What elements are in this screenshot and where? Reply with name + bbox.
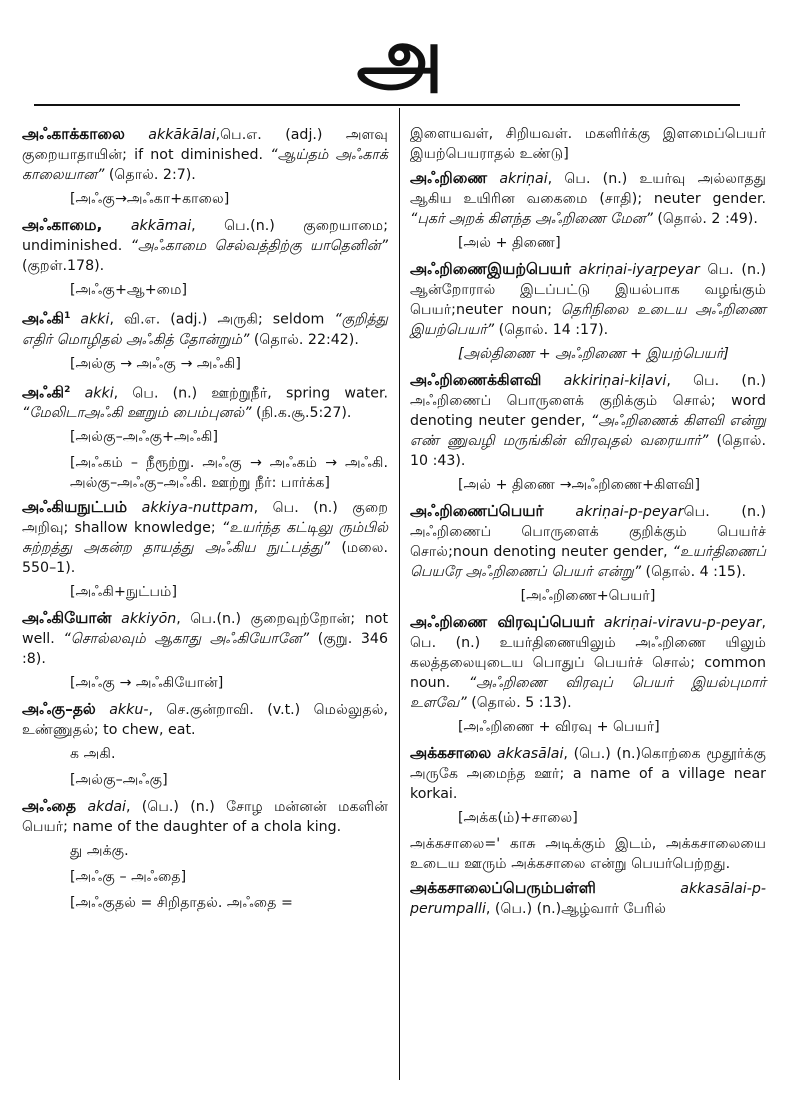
etymology: [அல் + திணை →அஃறிணை+கிளவி] <box>458 477 701 493</box>
header-rule <box>34 104 740 106</box>
part-of-speech: , பெ.(n.) <box>191 218 275 234</box>
quotation: “சொல்லவும் ஆகாது அஃகியோனே” <box>63 631 310 648</box>
section-letter: அ <box>356 12 444 102</box>
quotation: “குறித்து எதிர் மொழிதல் அஃகித் தோன்றும்” <box>22 311 388 348</box>
headword: அஃதை <box>22 797 77 816</box>
etymology: [அல்கு–அஃகு+அஃகி] <box>70 429 219 446</box>
etymology: [அஃகி+நுட்பம்] <box>70 584 178 601</box>
definition: அஃறிணைப் பொருளைக் குறிக்கும் சொல்; word denoting neuter gender, <box>410 393 766 429</box>
transliteration: akriṇai-p-peyar <box>575 504 684 520</box>
entry-akkasalai <box>410 743 766 804</box>
quotation: “அஃறிணைக் கிளவி என்று எண் ணுவழி மருங்கின் விரவுதல் வரையார்” <box>410 413 767 449</box>
part-of-speech: , பெ. (n.) <box>547 171 628 187</box>
column-divider <box>399 108 400 1080</box>
definition: மெல்லுதல், உண்ணுதல்; to chew, eat. <box>22 702 389 739</box>
definition: குறை அறிவு; shallow knowledge; <box>22 500 388 537</box>
transliteration: akku- <box>109 702 149 719</box>
entry-akki-2 <box>22 380 388 424</box>
reference: (தொல். 2:7). <box>104 167 196 183</box>
etymology-note: அக்கசாலை=' காசு அடிக்கும் இடம், அக்கசாலையை உடைய ஊரும் அக்கசாலை என்று பெயர்பெற்றது. <box>410 836 766 872</box>
headword: அஃகியநுட்பம் <box>22 498 128 517</box>
cross-reference: து அக்கு. <box>70 843 129 860</box>
transliteration: akkāmai <box>130 218 192 234</box>
etymology: [அஃகு+ஆ+மை] <box>70 282 188 298</box>
part-of-speech: , பெ. (n.) <box>253 500 338 517</box>
entry-akdai <box>22 796 388 837</box>
definition: ஆழ்வார் பேரில் <box>561 901 667 917</box>
definition: ஆன்றோரால் இடப்பட்டு இயல்பாக வழங்கும் பெயர்;neuter noun; <box>410 282 766 318</box>
transliteration: akkiya-nuttpam <box>141 500 254 517</box>
part-of-speech: , (பெ.) (n.) <box>563 746 641 762</box>
cross-reference: க அகி. <box>70 746 116 763</box>
headword: அக்கசாலைப்பெரும்பள்ளி <box>410 879 596 897</box>
part-of-speech: , பெ. (n.) <box>113 385 198 402</box>
etymology: [அஃறிணை+பெயர்] <box>520 588 656 604</box>
headword: அஃகாமை, <box>22 216 103 234</box>
etymology: [அஃகு → அஃகியோன்] <box>70 675 224 692</box>
etymology-note: [அஃகம் – நீரூற்று. அஃகு → அஃகம் → அஃகி. அல்கு–அஃகு–அஃகி. ஊற்று நீர்: பார்க்க] <box>70 455 388 492</box>
reference: (தொல். 4 :15). <box>641 564 746 580</box>
entry-akki-1 <box>22 306 388 350</box>
part-of-speech: பெ. (n.) <box>683 504 766 520</box>
definition: அளவு குறையாதாயின்; if not diminished. <box>22 127 388 163</box>
entry-akkakkalai <box>22 124 388 185</box>
reference: (தொல். 22:42). <box>249 331 359 348</box>
entry-akrinai <box>410 168 766 229</box>
headword: அஃகி <box>22 383 65 402</box>
entry-akkasalai-p-perumpalli <box>410 878 766 919</box>
headword: அக்கசாலை <box>410 744 492 762</box>
headword: அஃகாக்காலை <box>22 125 125 143</box>
quotation: “உயர்திணைப் பெயரே அஃறிணைப் பெயர் என்று” <box>410 544 766 580</box>
etymology: [அஃகு – அஃதை] <box>70 869 187 886</box>
reference: (தொல். 10 :43). <box>410 433 767 469</box>
reference: (தொல். 5 :13). <box>466 695 572 711</box>
definition: அருகி; seldom <box>207 311 335 328</box>
reference: (குறள்.178). <box>22 258 105 274</box>
entry-akkiyon <box>22 608 388 669</box>
quotation: “அஃறிணை விரவுப் பெயர் இயல்புமார் உளவே” <box>410 675 766 711</box>
definition: உயர்திணையிலும் அஃறிணை யிலும் கலத்தலையுடைய பொதுப் பெயர்ச் சொல்; common noun. <box>410 635 766 691</box>
part-of-speech: , வி.எ. (adj.) <box>109 311 208 328</box>
transliteration: akki <box>80 311 110 328</box>
headword: அஃறிணைஇயற்பெயர் <box>410 260 572 278</box>
etymology-note: [அஃகுதல் = சிறிதாதல். அஃதை = <box>70 895 293 912</box>
reference: (நி.க.சூ.5:27). <box>251 405 352 422</box>
etymology: [அல்கு → அஃகு → அஃகி] <box>70 355 241 372</box>
homonym-number: 2 <box>64 384 71 395</box>
etymology: [அல்கு–அஃகு] <box>70 772 168 789</box>
part-of-speech: , பெ.(n.) <box>176 611 242 628</box>
reference: (தொல். 2 :49). <box>652 211 758 227</box>
entry-akkiya-nuttpam <box>22 497 388 578</box>
entry-akkamai <box>22 215 388 276</box>
transliteration: akkiyōn <box>121 611 177 628</box>
quotation: “மேலிடாஅஃகி ஊறும் பைம்புனல்” <box>22 405 252 422</box>
etymology: [அக்க(ம்)+சாலை] <box>458 810 578 826</box>
definition: குறைவுற்றோன்; not well. <box>22 611 389 648</box>
etymology: [அஃகு→அஃகா+காலை] <box>70 191 230 207</box>
continued-note: இளையவள், சிறியவள். மகளிர்க்கு இளமைப்பெயர் இயற்பெயராதல் உண்டு] <box>410 126 766 162</box>
entry-akrinai-kilavi <box>410 370 766 471</box>
headword: அஃறிணை விரவுப்பெயர் <box>410 613 595 631</box>
transliteration: akkasālai-p-perumpalli <box>410 881 766 917</box>
entry-akrinai-iyarpeyar <box>410 259 766 340</box>
transliteration: akkiriṇai-kiḷavi <box>563 373 667 389</box>
quotation: “ஆய்தம் அஃகாக் காலையான” <box>22 147 388 183</box>
reference: (தொல். 14 :17). <box>494 322 609 338</box>
headword: அஃறிணைப்பெயர் <box>410 502 544 520</box>
transliteration: akdai <box>87 799 126 816</box>
transliteration: akriṇai-viravu-p-peyar <box>603 615 762 631</box>
definition: குறையாமை; undiminished. <box>22 218 388 254</box>
reference: (மலை. 550–1). <box>22 540 388 577</box>
etymology: [அஃறிணை + விரவு + பெயர்] <box>458 719 660 735</box>
part-of-speech: பெ. (n.) <box>699 262 766 278</box>
definition: ஊற்றுநீர், spring water. <box>197 385 389 402</box>
quotation: “புகர் அறக் கிளந்த அஃறிணை மேன” <box>410 211 653 227</box>
left-column <box>22 124 388 917</box>
right-column <box>410 124 766 923</box>
part-of-speech: , (பெ.) (n.) <box>126 799 215 816</box>
reference: (குறு. 346 :8). <box>22 631 388 668</box>
definition: கொற்கை மூதூர்க்கு அருகே அமைந்த ஊர்; a name of a village near korkai. <box>410 746 766 802</box>
definition: உயர்வு அல்லாதது ஆகிய உயிரின வகைமை (சாதி); neuter gender. <box>410 171 766 207</box>
etymology: [அல் + திணை] <box>458 235 561 251</box>
entry-akrinai-p-peyar <box>410 501 766 582</box>
headword: அஃறிணைக்கிளவி <box>410 371 542 389</box>
headword: அஃகியோன் <box>22 609 112 628</box>
headword: அஃகி <box>22 309 65 328</box>
definition: அஃறிணைப் பொருளைக் குறிக்கும் பெயர்ச் சொல்;noun denoting neuter gender, <box>410 524 766 560</box>
quotation: தெரிநிலை உடைய அஃறிணை இயற்பெயர்” <box>410 302 767 338</box>
part-of-speech: ,பெ.எ. (adj.) <box>215 127 323 143</box>
headword: அஃறிணை <box>410 169 488 187</box>
quotation: “உயர்ந்த கட்டிலு ரும்பில் சுற்றத்து அகன்ற தாயத்து அஃகிய நுட்பத்து” <box>22 520 388 557</box>
part-of-speech: , பெ. (n.) <box>666 373 766 389</box>
transliteration: akriṇai-iyaṟpeyar <box>578 262 700 278</box>
part-of-speech: , பெ. (n.) <box>410 615 766 651</box>
entry-akku-tal <box>22 699 388 740</box>
etymology: [அல்திணை + அஃறிணை + இயற்பெயர்] <box>458 346 729 362</box>
quotation: “அஃகாமை செல்வத்திற்கு யாதெனின்” <box>130 238 388 254</box>
headword: அஃகு–தல் <box>22 700 96 719</box>
homonym-number: 1 <box>64 311 71 321</box>
transliteration: akkākālai <box>148 127 216 143</box>
entry-akrinai-viravu-p-peyar <box>410 612 766 713</box>
part-of-speech: , செ.குன்றாவி. (v.t.) <box>148 702 301 719</box>
transliteration: akriṇai <box>499 171 548 187</box>
transliteration: akkasālai <box>496 746 564 762</box>
part-of-speech: , (பெ.) (n.) <box>485 901 562 917</box>
transliteration: akki <box>84 385 114 402</box>
definition: சோழ மன்னன் மகளின் பெயர்; name of the daughter of a chola king. <box>22 799 389 836</box>
